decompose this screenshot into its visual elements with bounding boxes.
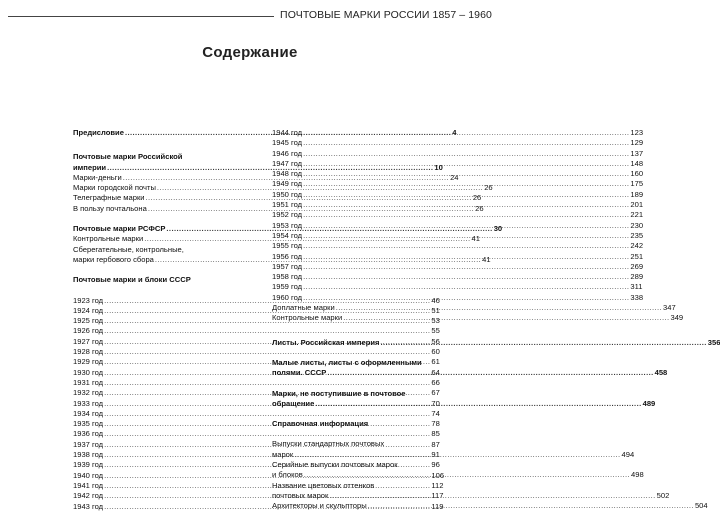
leader-dots — [303, 190, 629, 200]
toc-entry-label: Предисловие — [73, 128, 124, 137]
toc-entry-label: 1954 год — [272, 230, 303, 240]
leader-dots — [303, 282, 629, 292]
toc-entry-year[interactable] — [73, 429, 440, 439]
toc-entry-page: 26 — [475, 203, 484, 213]
toc-entry-label: 1927 год — [73, 336, 104, 346]
toc-entry-label: 1958 год — [272, 272, 303, 282]
leader-dots — [303, 241, 629, 251]
toc-entry-page: 458 — [654, 368, 668, 378]
toc-entry-page: 175 — [630, 179, 644, 189]
toc-entry-page: 51 — [431, 305, 440, 315]
toc-entry-page: 129 — [630, 138, 644, 148]
toc-entry-label: марок — [272, 449, 294, 459]
toc-entry-label: 1930 год — [73, 367, 104, 377]
toc-entry-label: Контрольные марки — [272, 313, 343, 323]
toc-entry-label: 1934 год — [73, 408, 104, 418]
toc-entry-label: 1951 год — [272, 200, 303, 210]
leader-dots — [303, 169, 629, 179]
toc-entry-page: 235 — [630, 230, 644, 240]
toc-entry-label: 1928 год — [73, 347, 104, 357]
toc-entry-label: 1929 год — [73, 357, 104, 367]
toc-entry-label: 1957 год — [272, 261, 303, 271]
toc-entry-label: Сберегательные, контрольные, — [73, 244, 184, 254]
toc-entry-page: 4 — [452, 128, 457, 137]
running-header: ПОЧТОВЫЕ МАРКИ РОССИИ 1857 – 1960 — [274, 9, 492, 21]
toc-entry-page: 251 — [630, 251, 644, 261]
section-heading-ussr: Почтовые марки и блоки СССР — [73, 275, 191, 285]
toc-entry-label: Малые листы, листы с оформленными — [272, 357, 422, 367]
toc-entry-page: 112 — [431, 480, 444, 490]
toc-entry-year[interactable] — [272, 210, 644, 220]
toc-entry-page: 26 — [472, 193, 482, 203]
toc-entry-label: 1935 год — [73, 419, 104, 429]
leader-dots — [303, 200, 629, 210]
toc-entry-page: 85 — [431, 429, 440, 439]
toc-entry-page: 489 — [642, 398, 656, 408]
toc-entry-year[interactable] — [272, 241, 644, 251]
toc-entry-label: Телеграфные марки — [73, 193, 145, 203]
leader-dots — [303, 138, 629, 148]
toc-entry-label: 1960 год — [272, 292, 303, 302]
toc-entry-label: Архитекторы и скульпторы — [272, 501, 367, 511]
toc-entry-page: 498 — [631, 470, 644, 480]
toc-entry-label: 1943 год — [73, 501, 104, 511]
section-heading-reference: Справочная информация — [272, 419, 369, 429]
toc-entry-page: 87 — [431, 439, 440, 449]
toc-entry-label: 1937 год — [73, 439, 104, 449]
toc-entry-label: Серийные выпуски почтовых марок — [272, 460, 398, 470]
toc-entry-page: 137 — [630, 148, 644, 158]
toc-entry-label: полями. СССР — [272, 368, 327, 378]
toc-entry-page: 338 — [630, 292, 644, 302]
toc-entry-year[interactable] — [272, 148, 644, 159]
toc-entry-year[interactable] — [272, 282, 643, 292]
leader-dots — [303, 252, 629, 262]
toc-entry-page: 96 — [431, 460, 440, 470]
toc-entry-label: 1936 год — [73, 429, 104, 439]
toc-entry-label: 1931 год — [73, 377, 104, 387]
toc-entry-label: 1947 год — [272, 158, 303, 168]
toc-entry-label: 1932 год — [73, 388, 104, 398]
section-heading-line: империи — [73, 162, 107, 172]
toc-entry-label: В пользу почтальона — [73, 203, 147, 213]
toc-entry-label: Доплатные марки — [272, 303, 335, 313]
toc-entry-label: Листы. Российская империя — [272, 337, 380, 347]
toc-entry-page: 67 — [431, 388, 440, 398]
toc-entry-label: 1939 год — [73, 460, 104, 470]
toc-entry-label: 1946 год — [272, 148, 303, 158]
toc-entry-label: 1933 год — [73, 398, 104, 408]
toc-entry-label: 1923 год — [73, 295, 104, 305]
toc-entry-page: 119 — [431, 501, 444, 511]
toc-entry-page: 221 — [630, 210, 644, 220]
toc-entry-label: 1944 год — [272, 128, 303, 137]
toc-entry-label: 1942 год — [73, 491, 104, 501]
leader-dots — [304, 470, 630, 480]
toc-entry-page: 41 — [482, 254, 491, 264]
toc-entry-page: 55 — [431, 326, 440, 336]
toc-entry-label: 1955 год — [272, 241, 303, 251]
leader-dots — [303, 210, 629, 220]
toc-entry-page: 123 — [630, 128, 644, 137]
toc-entry-page: 53 — [431, 316, 440, 326]
toc-entry-empire-sheets[interactable] — [272, 337, 720, 348]
toc-entry-year[interactable] — [272, 128, 644, 138]
section-heading: Почтовые марки РСФСР — [73, 224, 166, 234]
toc-entry-label: Выпуски стандартных почтовых — [272, 439, 385, 449]
toc-entry-year[interactable] — [272, 261, 644, 272]
leader-dots — [303, 262, 629, 272]
toc-entry-page: 117 — [431, 491, 444, 501]
toc-entry-page: 64 — [431, 367, 440, 377]
leader-dots — [303, 128, 629, 138]
leader-dots — [303, 179, 629, 189]
toc-entry-label: 1950 год — [272, 189, 303, 199]
toc-entry-page: 91 — [431, 450, 440, 460]
toc-entry-label: 1952 год — [272, 210, 303, 220]
toc-entry-page: 269 — [630, 261, 644, 271]
toc-entry-label: 1953 год — [272, 220, 303, 230]
page-title: Содержание — [202, 44, 298, 61]
toc-entry-label: Марки городской почты — [73, 183, 156, 193]
toc-entry-page: 311 — [630, 282, 643, 292]
toc-entry-label: 1948 год — [272, 169, 303, 179]
toc-entry-label: 1924 год — [73, 305, 104, 315]
leader-dots — [343, 313, 669, 323]
toc-entry-page: 349 — [670, 313, 684, 323]
toc-entry-page: 502 — [656, 490, 670, 500]
toc-entry-page: 60 — [431, 347, 440, 357]
toc-entry-page: 26 — [484, 183, 493, 193]
leader-dots — [327, 368, 653, 378]
toc-entry-year[interactable] — [272, 272, 644, 282]
leader-dots — [303, 159, 629, 169]
toc-entry-label: Марки, не поступившие в почтовое — [272, 388, 406, 398]
toc-entry-page: 189 — [630, 189, 644, 199]
toc-entry-page: 41 — [471, 234, 480, 244]
toc-entry-label: 1940 год — [73, 470, 104, 480]
toc-entry-year[interactable] — [73, 377, 440, 388]
toc-entry-year[interactable] — [272, 220, 644, 231]
toc-entry-label: 1925 год — [73, 316, 104, 326]
toc-entry-page: 30 — [493, 224, 503, 234]
toc-entry-year[interactable] — [73, 347, 440, 357]
toc-entry-page: 78 — [431, 419, 440, 429]
toc-entry-label: обращение — [272, 398, 315, 408]
leader-dots — [303, 231, 629, 241]
toc-entry-page: 66 — [431, 377, 440, 387]
toc-entry-year[interactable] — [73, 408, 440, 419]
toc-entry-page: 242 — [630, 241, 644, 251]
toc-entry-label: 1941 год — [73, 480, 104, 490]
toc-entry-page: 56 — [431, 336, 440, 346]
leader-dots — [315, 399, 641, 409]
toc-entry-label: марки гербового сбора — [73, 254, 154, 264]
toc-entry-page: 289 — [630, 272, 644, 282]
toc-entry-page: 201 — [630, 200, 644, 210]
toc-entry-page: 494 — [621, 449, 635, 459]
toc-entry-page: 504 — [694, 501, 708, 511]
toc-entry-label: Марки-деньги — [73, 172, 122, 182]
toc-entry-label: 1926 год — [73, 326, 104, 336]
toc-entry-page: 148 — [630, 158, 644, 168]
toc-entry-page: 24 — [450, 172, 459, 182]
toc-entry-page: 106 — [431, 470, 445, 480]
toc-entry-year[interactable] — [73, 326, 440, 336]
toc-entry-label: Контрольные марки — [73, 234, 144, 244]
toc-entry-label: Название цветовых оттенков — [272, 480, 375, 490]
leader-dots — [294, 450, 620, 460]
toc-entry-label: 1945 год — [272, 138, 303, 148]
toc-entry-year[interactable] — [272, 138, 644, 148]
leader-dots — [303, 272, 629, 282]
toc-entry-page: 230 — [630, 220, 644, 230]
leader-dots — [336, 303, 662, 313]
toc-entry-page: 74 — [431, 408, 440, 418]
leader-dots — [329, 491, 655, 501]
leader-dots — [380, 338, 706, 348]
toc-entry-label: почтовых марок — [272, 490, 329, 500]
leader-dots — [303, 149, 629, 159]
toc-entry-label: 1959 год — [272, 282, 303, 292]
toc-entry-page: 10 — [434, 162, 443, 172]
toc-entry-label: 1938 год — [73, 450, 104, 460]
toc-entry-page: 347 — [663, 303, 676, 313]
toc-entry-page: 61 — [431, 357, 440, 367]
leader-dots — [368, 501, 694, 511]
toc-entry-label: 1949 год — [272, 179, 303, 189]
toc-entry-page: 356 — [707, 337, 720, 347]
toc-entry-label: и блоков — [272, 470, 303, 480]
toc-entry-page: 160 — [630, 169, 644, 179]
toc-entry-label: 1956 год — [272, 251, 303, 261]
toc-entry-page: 46 — [431, 295, 440, 305]
leader-dots — [303, 293, 629, 303]
section-heading-line: Почтовые марки Российской — [73, 152, 183, 162]
leader-dots — [303, 221, 629, 231]
toc-entry-page: 70 — [431, 398, 440, 408]
